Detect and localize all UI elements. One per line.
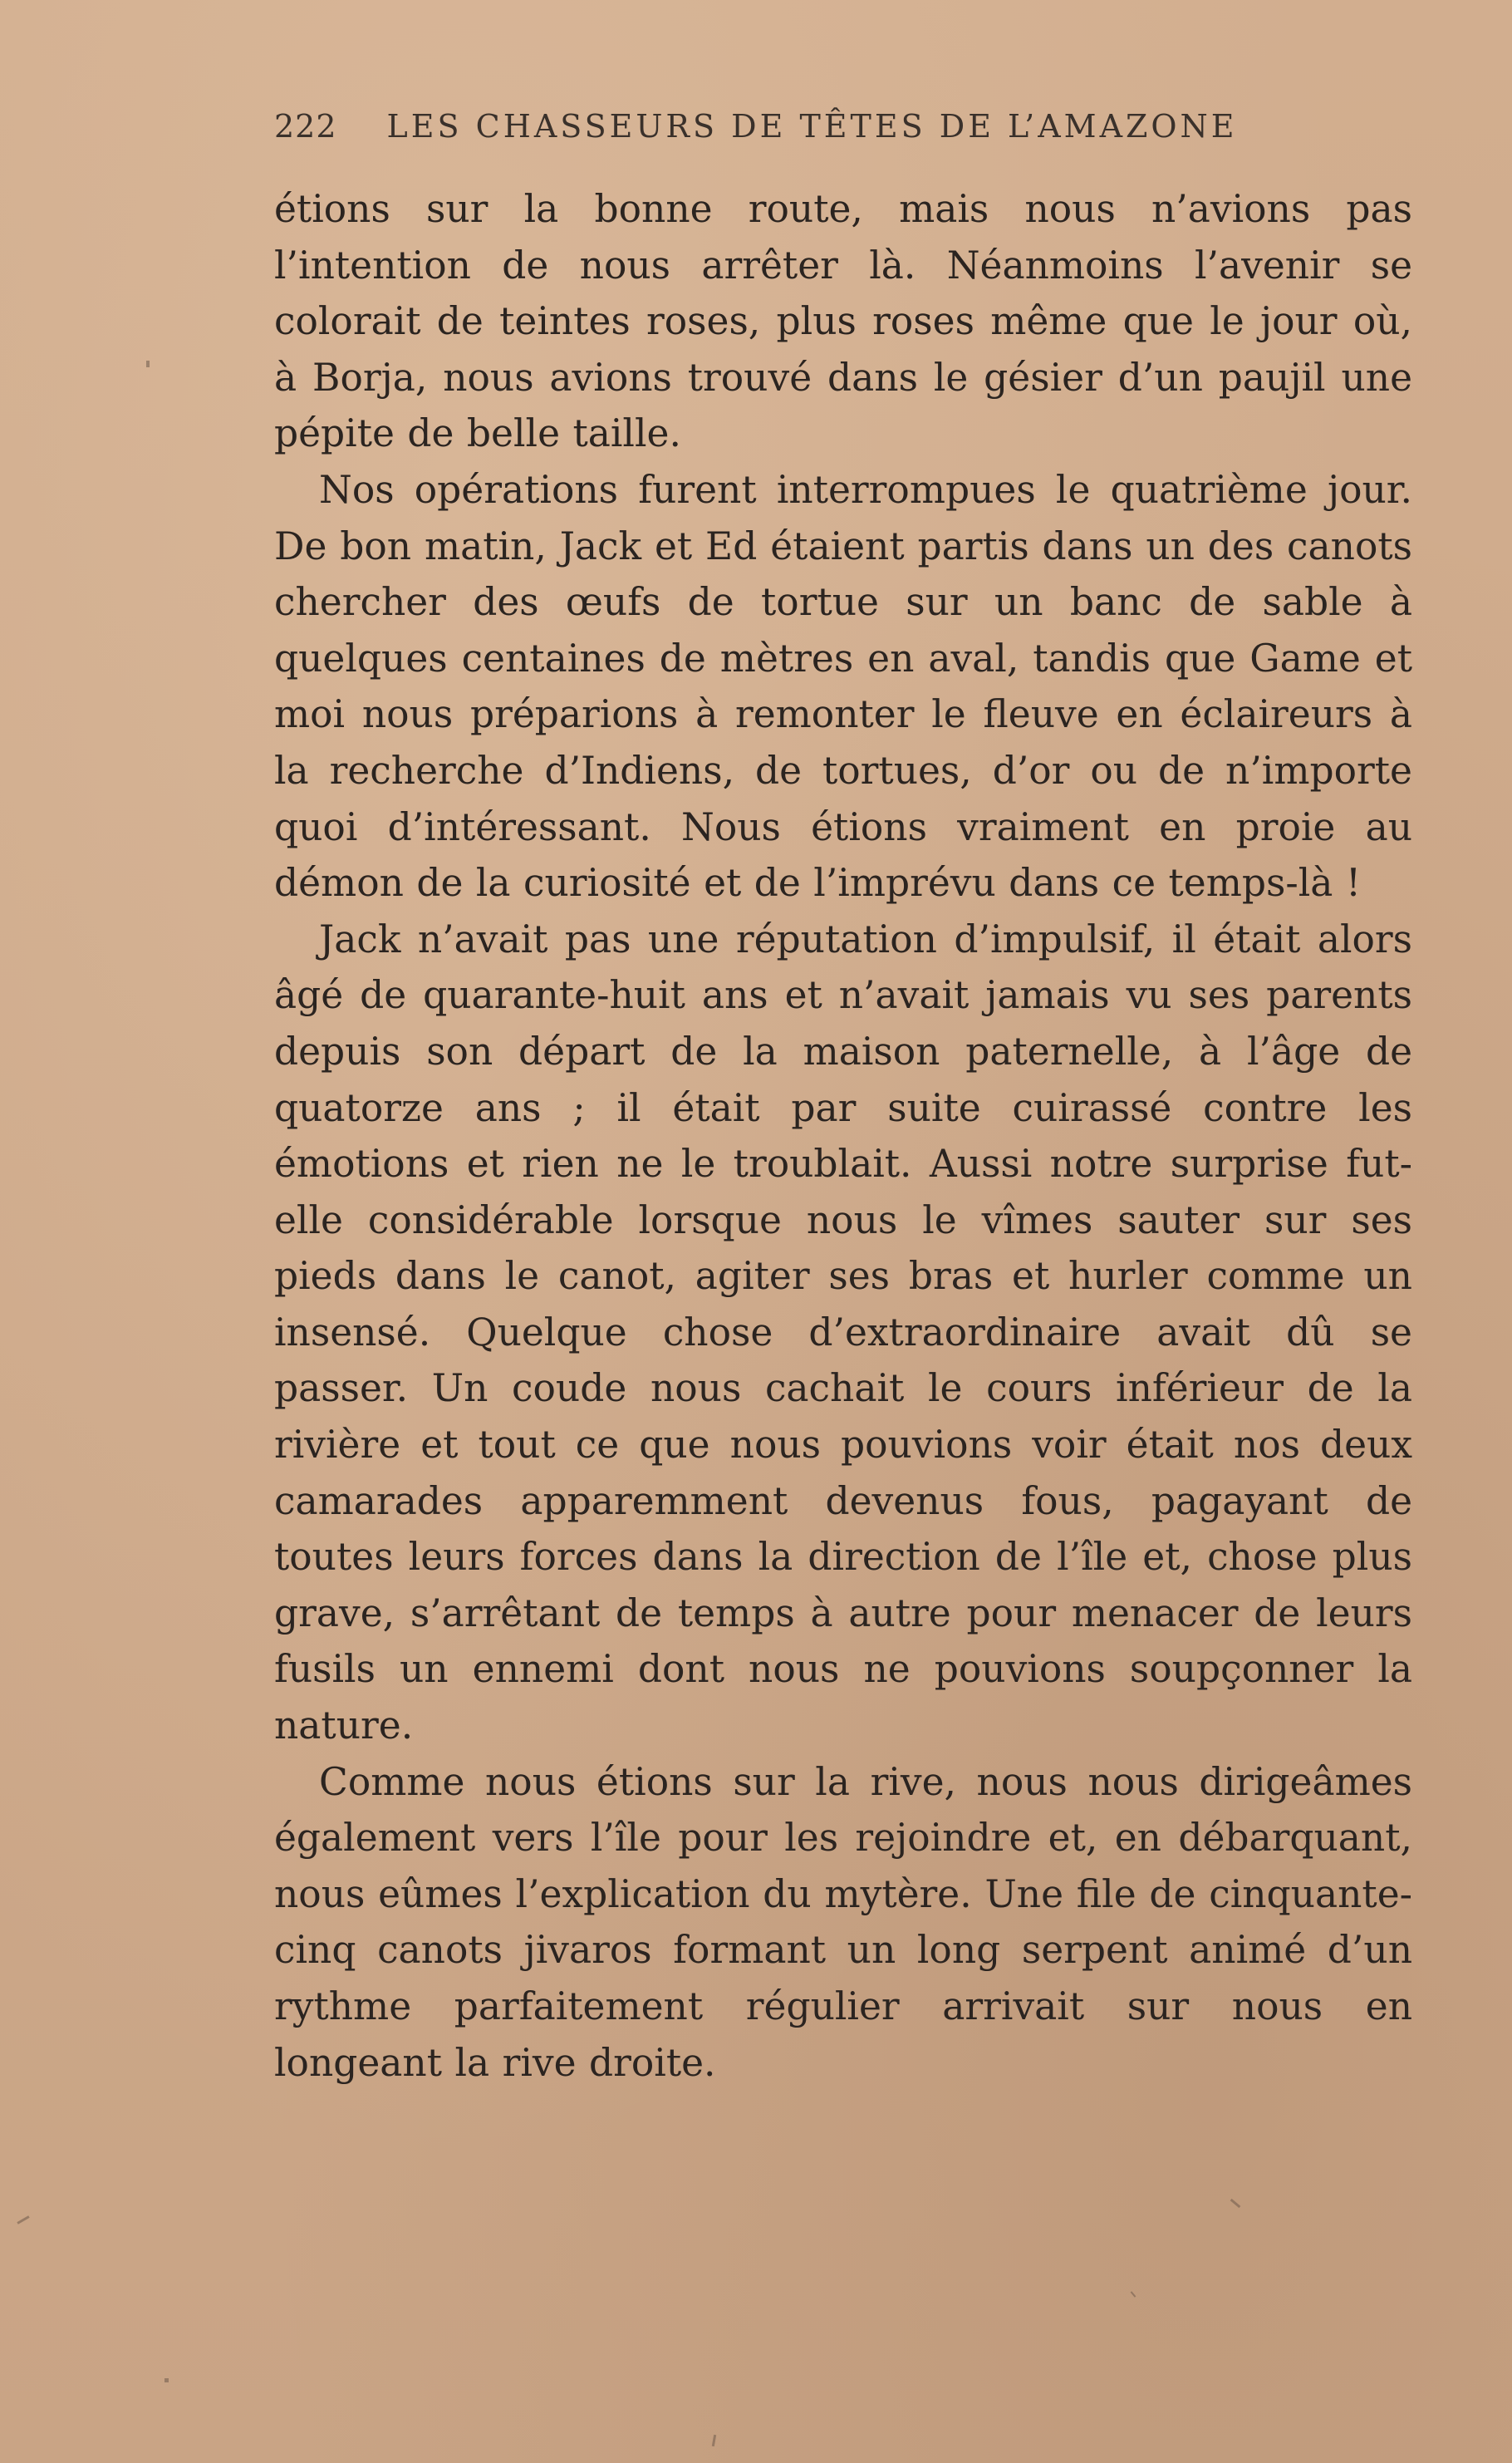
paper-speck bbox=[1230, 2199, 1241, 2208]
body-text bbox=[274, 181, 1412, 2091]
running-title: LES CHASSEURS DE TÊTES DE L’AMAZONE bbox=[386, 108, 1238, 145]
running-head bbox=[274, 108, 1412, 158]
paragraph: étions sur la bonne route, mais nous n’avions pas l’intention de nous arrêter là. Néanmoins l’avenir se colorait de teintes roses, plus roses même que le jour où, à Borja, nous avions trouvé dans le gésier d’un paujil une pépite de belle taille. bbox=[274, 187, 1412, 456]
book-page bbox=[274, 108, 1412, 2091]
paper-speck bbox=[1131, 2291, 1136, 2297]
paper-speck bbox=[146, 361, 150, 367]
paragraph: Comme nous étions sur la rive, nous nous dirigeâmes également vers l’île pour les rejoindre et, en débarquant, nous eûmes l’explication du mytère. Une file de cinquante-cinq canots jivaros formant un long serpent animé d’un rythme parfaitement régulier arrivait sur nous en longeant la rive droite. bbox=[274, 1759, 1412, 2085]
paragraph: Jack n’avait pas une réputation d’impulsif, il était alors âgé de quarante-huit ans et n’avait jamais vu ses parents depuis son départ de la maison paternelle, à l’âge de quatorze ans ; il était par suite cuirassé contre les émotions et rien ne le troublait. Aussi notre surprise fut-elle considérable lorsque nous le vîmes sauter sur ses pieds dans le canot, agiter ses bras et hurler comme un insensé. Quelque chose d’extraordinaire avait dû se passer. Un coude nous cachait le cours inférieur de la rivière et tout ce que nous pouvions voir était nos deux camarades apparemment devenus fous, pagayant de toutes leurs forces dans la direction de l’île et, chose plus grave, s’arrêtant de temps à autre pour menacer de leurs fusils un ennemi dont nous ne pouvions soupçonner la nature. bbox=[274, 917, 1412, 1748]
page-number: 222 bbox=[274, 108, 337, 145]
paper-speck bbox=[164, 2378, 169, 2382]
paragraph: Nos opérations furent interrompues le quatrième jour. De bon matin, Jack et Ed étaient partis dans un des canots chercher des œufs de tortue sur un banc de sable à quelques centaines de mètres en aval, tandis que Game et moi nous préparions à remonter le fleuve en éclaireurs à la recherche d’Indiens, de tortues, d’or ou de n’importe quoi d’intéressant. Nous étions vraiment en proie au démon de la curiosité et de l’imprévu dans ce temps-là ! bbox=[274, 467, 1412, 906]
paper-speck bbox=[17, 2215, 29, 2225]
paper-speck bbox=[712, 2435, 716, 2446]
